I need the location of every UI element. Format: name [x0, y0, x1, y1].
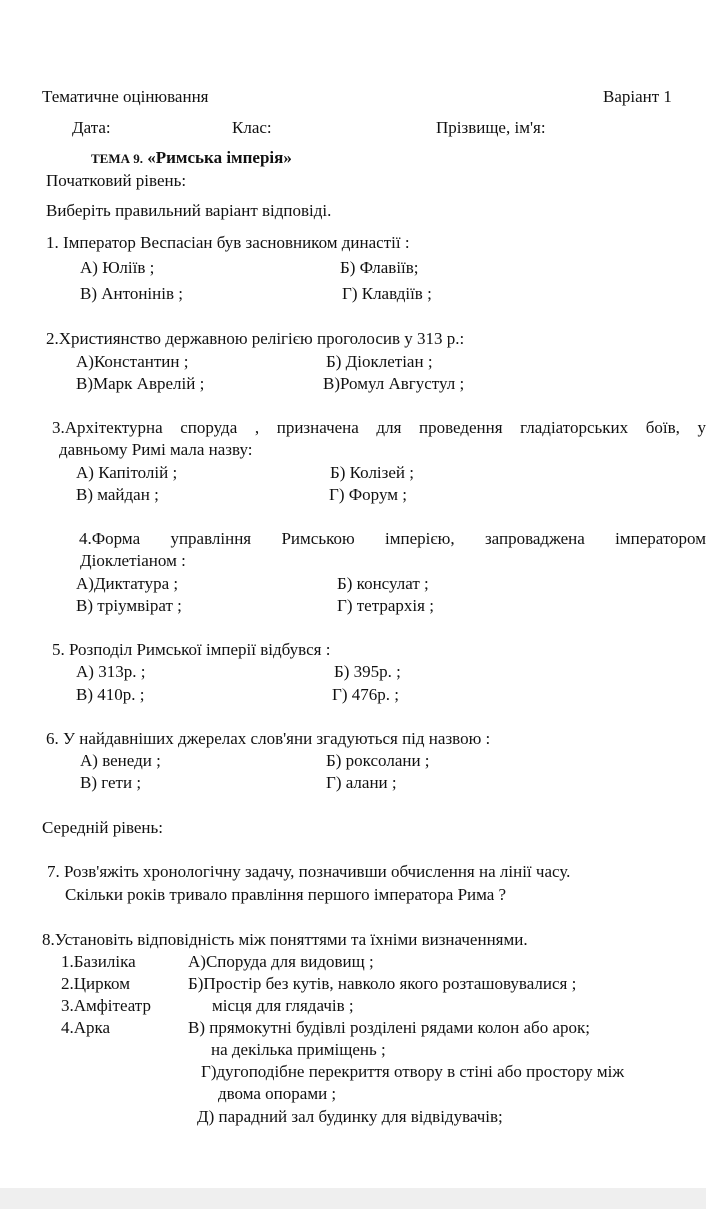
q5-option-b: Б) 395р. ;: [334, 662, 401, 681]
variant-label: Варіант 1: [603, 87, 672, 106]
name-label: Прізвище, ім'я:: [436, 118, 546, 137]
topic-heading: [91, 148, 292, 169]
question-7-line-1: 7. Розв'яжіть хронологічну задачу, позначивши обчислення на лінії часу.: [47, 862, 571, 881]
question-3-line-1: 3.Архітектурна споруда , призначена для проведення гладіаторських боїв, у: [52, 418, 706, 437]
q8-term-1: 1.Базиліка: [61, 952, 136, 971]
header-title: Тематичне оцінювання: [42, 87, 209, 106]
q8-term-2: 2.Цирком: [61, 974, 130, 993]
q2-option-b: Б) Діоклетіан ;: [326, 352, 433, 371]
q5-option-a: А) 313р. ;: [76, 662, 146, 681]
question-3-line-2: давньому Римі мала назву:: [59, 440, 253, 459]
question-7-line-2: Скільки років тривало правління першого імператора Рима ?: [65, 885, 507, 904]
question-4-line-2: Діоклетіаном :: [80, 551, 186, 570]
q8-def-c-line-1: В) прямокутні будівлі розділені рядами колон або арок;: [188, 1018, 590, 1037]
date-label: Дата:: [72, 118, 111, 137]
question-8: 8.Установіть відповідність між поняттями та їхніми визначеннями.: [42, 930, 528, 949]
topic-name: «Римська імперія»: [147, 148, 292, 167]
q2-option-c: В)Марк Аврелій ;: [76, 374, 205, 393]
q8-def-a: А)Споруда для видовищ ;: [188, 952, 374, 971]
q4-option-b: Б) консулат ;: [337, 574, 429, 593]
q6-option-d: Г) алани ;: [326, 773, 397, 792]
q6-option-c: В) гети ;: [80, 773, 142, 792]
q5-option-c: В) 410р. ;: [76, 685, 145, 704]
q6-option-b: Б) роксолани ;: [326, 751, 430, 770]
q8-def-e: Д) парадний зал будинку для відвідувачів;: [197, 1107, 503, 1126]
q2-option-a: А)Константин ;: [76, 352, 189, 371]
q1-option-c: В) Антонінів ;: [80, 284, 183, 303]
q8-def-b-line-2: місця для глядачів ;: [212, 996, 354, 1015]
q4-option-d: Г) тетрархія ;: [337, 596, 434, 615]
q8-def-d-line-1: Г)дугоподібне перекриття отвору в стіні або простору між: [201, 1062, 625, 1081]
q8-def-d-line-2: двома опорами ;: [218, 1084, 337, 1103]
q8-term-3: 3.Амфітеатр: [61, 996, 151, 1015]
question-2: 2.Християнство державною релігією проголосив у 313 р.:: [46, 329, 465, 348]
instruction-text: Виберіть правильний варіант відповіді.: [46, 201, 332, 220]
q2-option-d: В)Ромул Августул ;: [323, 374, 465, 393]
middle-level-label: Середній рівень:: [42, 818, 164, 837]
q4-option-a: А)Диктатура ;: [76, 574, 179, 593]
q3-option-b: Б) Колізей ;: [330, 463, 414, 482]
topic-prefix: ТЕМА 9.: [91, 151, 143, 166]
q8-def-c-line-2: на декілька приміщень ;: [211, 1040, 386, 1059]
q1-option-a: А) Юліїв ;: [80, 258, 155, 277]
initial-level-label: Початковий рівень:: [46, 171, 187, 190]
q5-option-d: Г) 476р. ;: [332, 685, 399, 704]
q3-option-d: Г) Форум ;: [329, 485, 407, 504]
page-bottom-edge: [0, 1188, 706, 1209]
question-1: 1. Імператор Веспасіан був засновником династії :: [46, 233, 410, 252]
q8-term-4: 4.Арка: [61, 1018, 111, 1037]
q1-option-b: Б) Флавіїв;: [340, 258, 419, 277]
question-6: 6. У найдавніших джерелах слов'яни згадуються під назвою :: [46, 729, 491, 748]
q6-option-a: А) венеди ;: [80, 751, 161, 770]
question-5: 5. Розподіл Римської імперії відбувся :: [52, 640, 331, 659]
q3-option-a: А) Капітолій ;: [76, 463, 178, 482]
q1-option-d: Г) Клавдіїв ;: [342, 284, 432, 303]
q3-option-c: В) майдан ;: [76, 485, 159, 504]
class-label: Клас:: [232, 118, 272, 137]
q4-option-c: В) тріумвірат ;: [76, 596, 182, 615]
q8-def-b-line-1: Б)Простір без кутів, навколо якого розташовувалися ;: [188, 974, 577, 993]
question-4-line-1: 4.Форма управління Римською імперією, запроваджена імператором: [79, 529, 706, 548]
